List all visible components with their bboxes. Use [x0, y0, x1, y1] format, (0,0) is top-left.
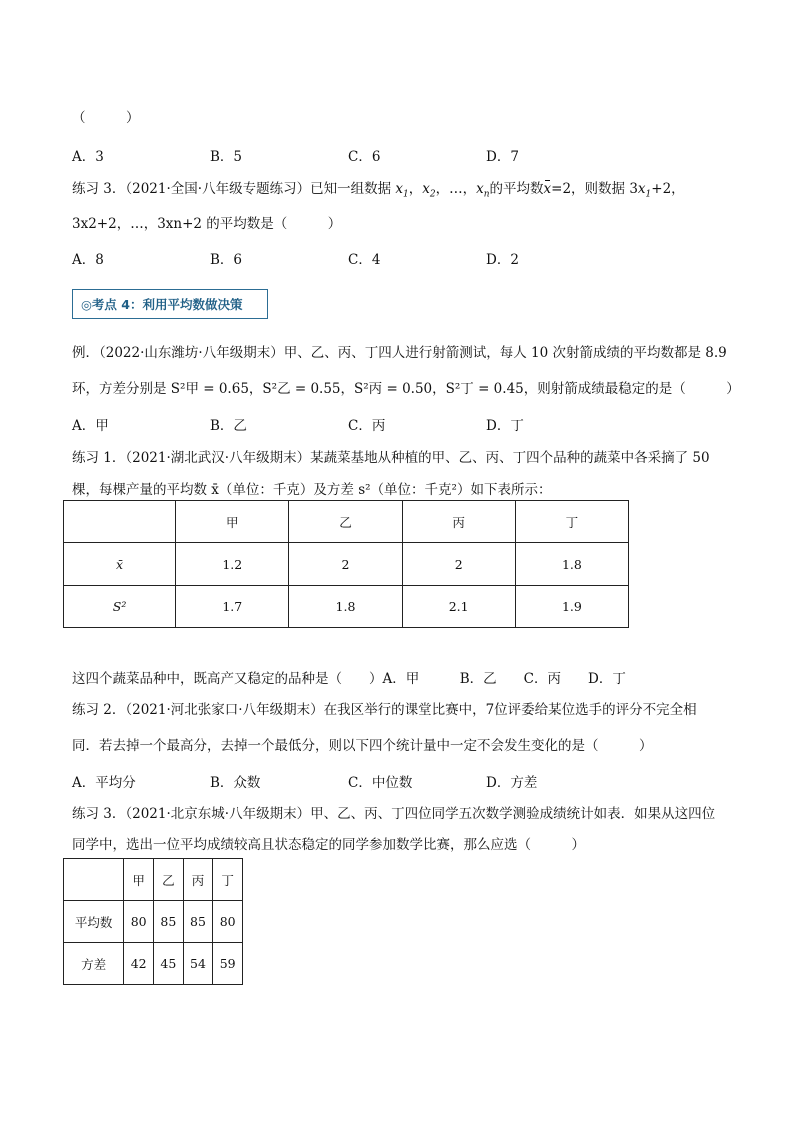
option-c: C．4: [348, 252, 381, 268]
vegetable-table: [63, 500, 629, 628]
option-d: D．7: [486, 149, 519, 165]
example-line2: 环，方差分别是 S²甲 = 0.65，S²乙 = 0.55，S²丙 = 0.50，S²丁 = 0.45，则射箭成绩最稳定的是（ ）: [72, 381, 740, 397]
option-d: D．方差: [486, 775, 538, 791]
practice2-line2: 同．若去掉一个最高分，去掉一个最低分，则以下四个统计量中一定不会发生变化的是（ ）: [72, 738, 653, 754]
xn-term: $x_n$: [476, 181, 490, 200]
table-row: x̄ 1.2 2 2 1.8: [64, 543, 629, 586]
option-d: D．丁: [486, 418, 524, 434]
table-row: 平均数 80 85 85 80: [64, 901, 243, 943]
practice1-line1: 练习 1．（2021·湖北武汉·八年级期末）某蔬菜基地从种植的甲、乙、丙、丁四个品种的蔬菜中各采摘了 50: [72, 450, 710, 466]
section-heading-box: [72, 289, 268, 319]
option-a: A．平均分: [72, 775, 136, 791]
practice1-line2: 棵，每棵产量的平均数 x̄（单位：千克）及方差 s²（单位：千克²）如下表所示：: [72, 482, 552, 498]
option-b: B．乙: [210, 418, 247, 434]
table-row: 方差 42 45 54 59: [64, 943, 243, 985]
option-b: B．5: [210, 149, 243, 165]
table-header-row: 甲 乙 丙 丁: [64, 501, 629, 543]
table-header-row: 甲 乙 丙 丁: [64, 859, 243, 901]
exercise3-line1: 练习 3．（2021·全国·八年级专题练习）已知一组数据 $x_1$，$x_2$，…，$x_n$的平均数x=2，则数据 $3x_1+2$，: [72, 181, 685, 200]
practice3-line2: 同学中，选出一位平均成绩较高且状态稳定的同学参加数学比赛，那么应选（ ）: [72, 837, 585, 853]
option-b: B．6: [210, 252, 243, 268]
section-title: ◎考点 4：利用平均数做决策: [81, 297, 243, 312]
example-line1: 例．（2022·山东潍坊·八年级期末）甲、乙、丙、丁四人进行射箭测试，每人 10 次射箭成绩的平均数都是 8.9: [72, 345, 727, 361]
practice2-line1: 练习 2．（2021·河北张家口·八年级期末）在我区举行的课堂比赛中，7位评委给某位选手的评分不完全相: [72, 702, 697, 718]
x1-term: $x_1$: [395, 181, 409, 200]
option-c: C．中位数: [348, 775, 413, 791]
option-c: C．丙: [348, 418, 386, 434]
option-b: B．众数: [210, 775, 261, 791]
x2-term: $x_2$: [422, 181, 436, 200]
practice1-question: 这四个蔬菜品种中，既高产又稳定的品种是（ ）A．甲 B．乙 C．丙 D．丁: [72, 671, 626, 687]
option-a: A．3: [72, 149, 104, 165]
option-a: A．8: [72, 252, 104, 268]
x-bar-symbol: x: [543, 181, 552, 197]
option-c: C．6: [348, 149, 381, 165]
answer-parenthesis: （ ）: [72, 110, 140, 126]
practice3-line1: 练习 3．（2021·北京东城·八年级期末）甲、乙、丙、丁四位同学五次数学测验成绩统计如表．如果从这四位: [72, 806, 716, 822]
option-d: D．2: [486, 252, 519, 268]
option-a: A．甲: [72, 418, 109, 434]
table-row: S² 1.7 1.8 2.1 1.9: [64, 586, 629, 628]
exercise3-line2: 3x2+2，…，3xn+2 的平均数是（ ）: [72, 216, 342, 232]
scores-table: [63, 858, 243, 985]
